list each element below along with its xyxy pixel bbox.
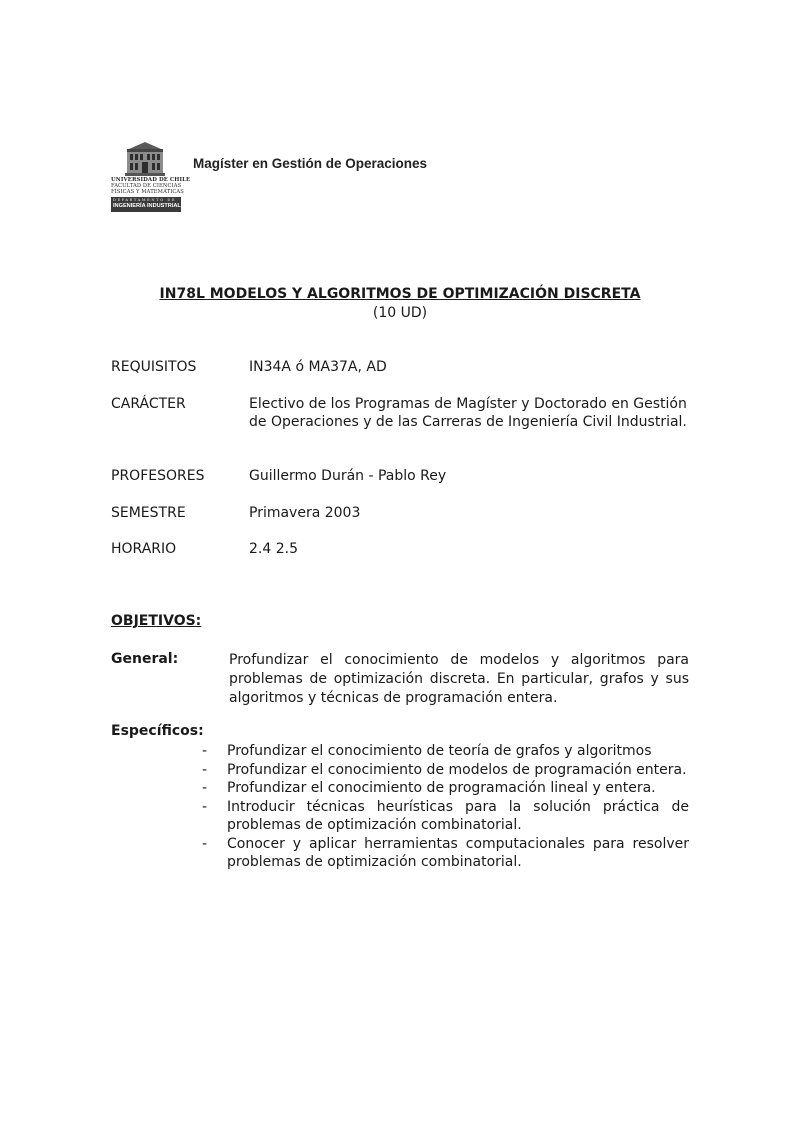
bullet-dash: - [202, 798, 208, 815]
logo-department: DEPARTAMENTO DE [113, 198, 177, 202]
bullet-dash: - [202, 835, 208, 852]
course-units: (10 UD) [372, 305, 428, 321]
course-title: IN78L MODELOS Y ALGORITMOS DE OPTIMIZACIÓN DISCRETA [159, 286, 641, 302]
semestre-value: Primavera 2003 [249, 505, 361, 521]
semestre-label: SEMESTRE [111, 505, 186, 521]
list-item [200, 761, 689, 780]
list-item-text: Conocer y aplicar herramientas computacionales para resolver problemas de optimización combinatorial. [227, 835, 689, 870]
list-item-text: Profundizar el conocimiento de programación lineal y entera. [227, 780, 656, 796]
list-item-text: Introducir técnicas heurísticas para la solución práctica de problemas de optimización combinatorial. [227, 798, 689, 833]
program-title: Magíster en Gestión de Operaciones [193, 156, 428, 171]
list-item [200, 779, 689, 798]
logo-department-name: INGENIERÍA INDUSTRIAL [113, 203, 181, 209]
especificos-list [200, 742, 689, 872]
university-logo [111, 141, 191, 212]
especificos-label: Específicos: [111, 723, 204, 739]
list-item-text: Profundizar el conocimiento de modelos de programación entera. [227, 761, 687, 778]
building-crest-icon [123, 141, 167, 177]
requisitos-label: REQUISITOS [111, 359, 197, 375]
logo-department-band [111, 197, 181, 212]
general-label: General: [111, 651, 179, 667]
objetivos-heading: OBJETIVOS: [111, 613, 202, 629]
caracter-label: CARÁCTER [111, 396, 186, 412]
bullet-dash: - [202, 743, 208, 759]
bullet-dash: - [202, 761, 208, 778]
list-item-text: Profundizar el conocimiento de teoría de grafos y algoritmos [227, 743, 652, 759]
logo-faculty: FACULTAD DE CIENCIAS [111, 183, 182, 189]
horario-label: HORARIO [111, 541, 177, 557]
general-text: Profundizar el conocimiento de modelos y algoritmos para problemas de optimización discreta. En particular, grafos y sus algoritmos y técnicas de programación entera. [229, 652, 689, 706]
requisitos-value: IN34A ó MA37A, AD [249, 359, 387, 375]
list-item [200, 835, 689, 872]
profesores-value: Guillermo Durán - Pablo Rey [249, 468, 447, 484]
bullet-dash: - [202, 780, 208, 796]
list-item [200, 742, 689, 761]
logo-university: UNIVERSIDAD DE CHILE [111, 177, 191, 183]
horario-value: 2.4 2.5 [249, 541, 298, 557]
caracter-value: Electivo de los Programas de Magíster y Doctorado en Gestión de Operaciones y de las Carreras de Ingeniería Civil Industrial. [249, 396, 687, 430]
logo-faculty-sub: FÍSICAS Y MATEMÁTICAS [111, 189, 184, 195]
list-item [200, 798, 689, 835]
profesores-label: PROFESORES [111, 468, 205, 484]
